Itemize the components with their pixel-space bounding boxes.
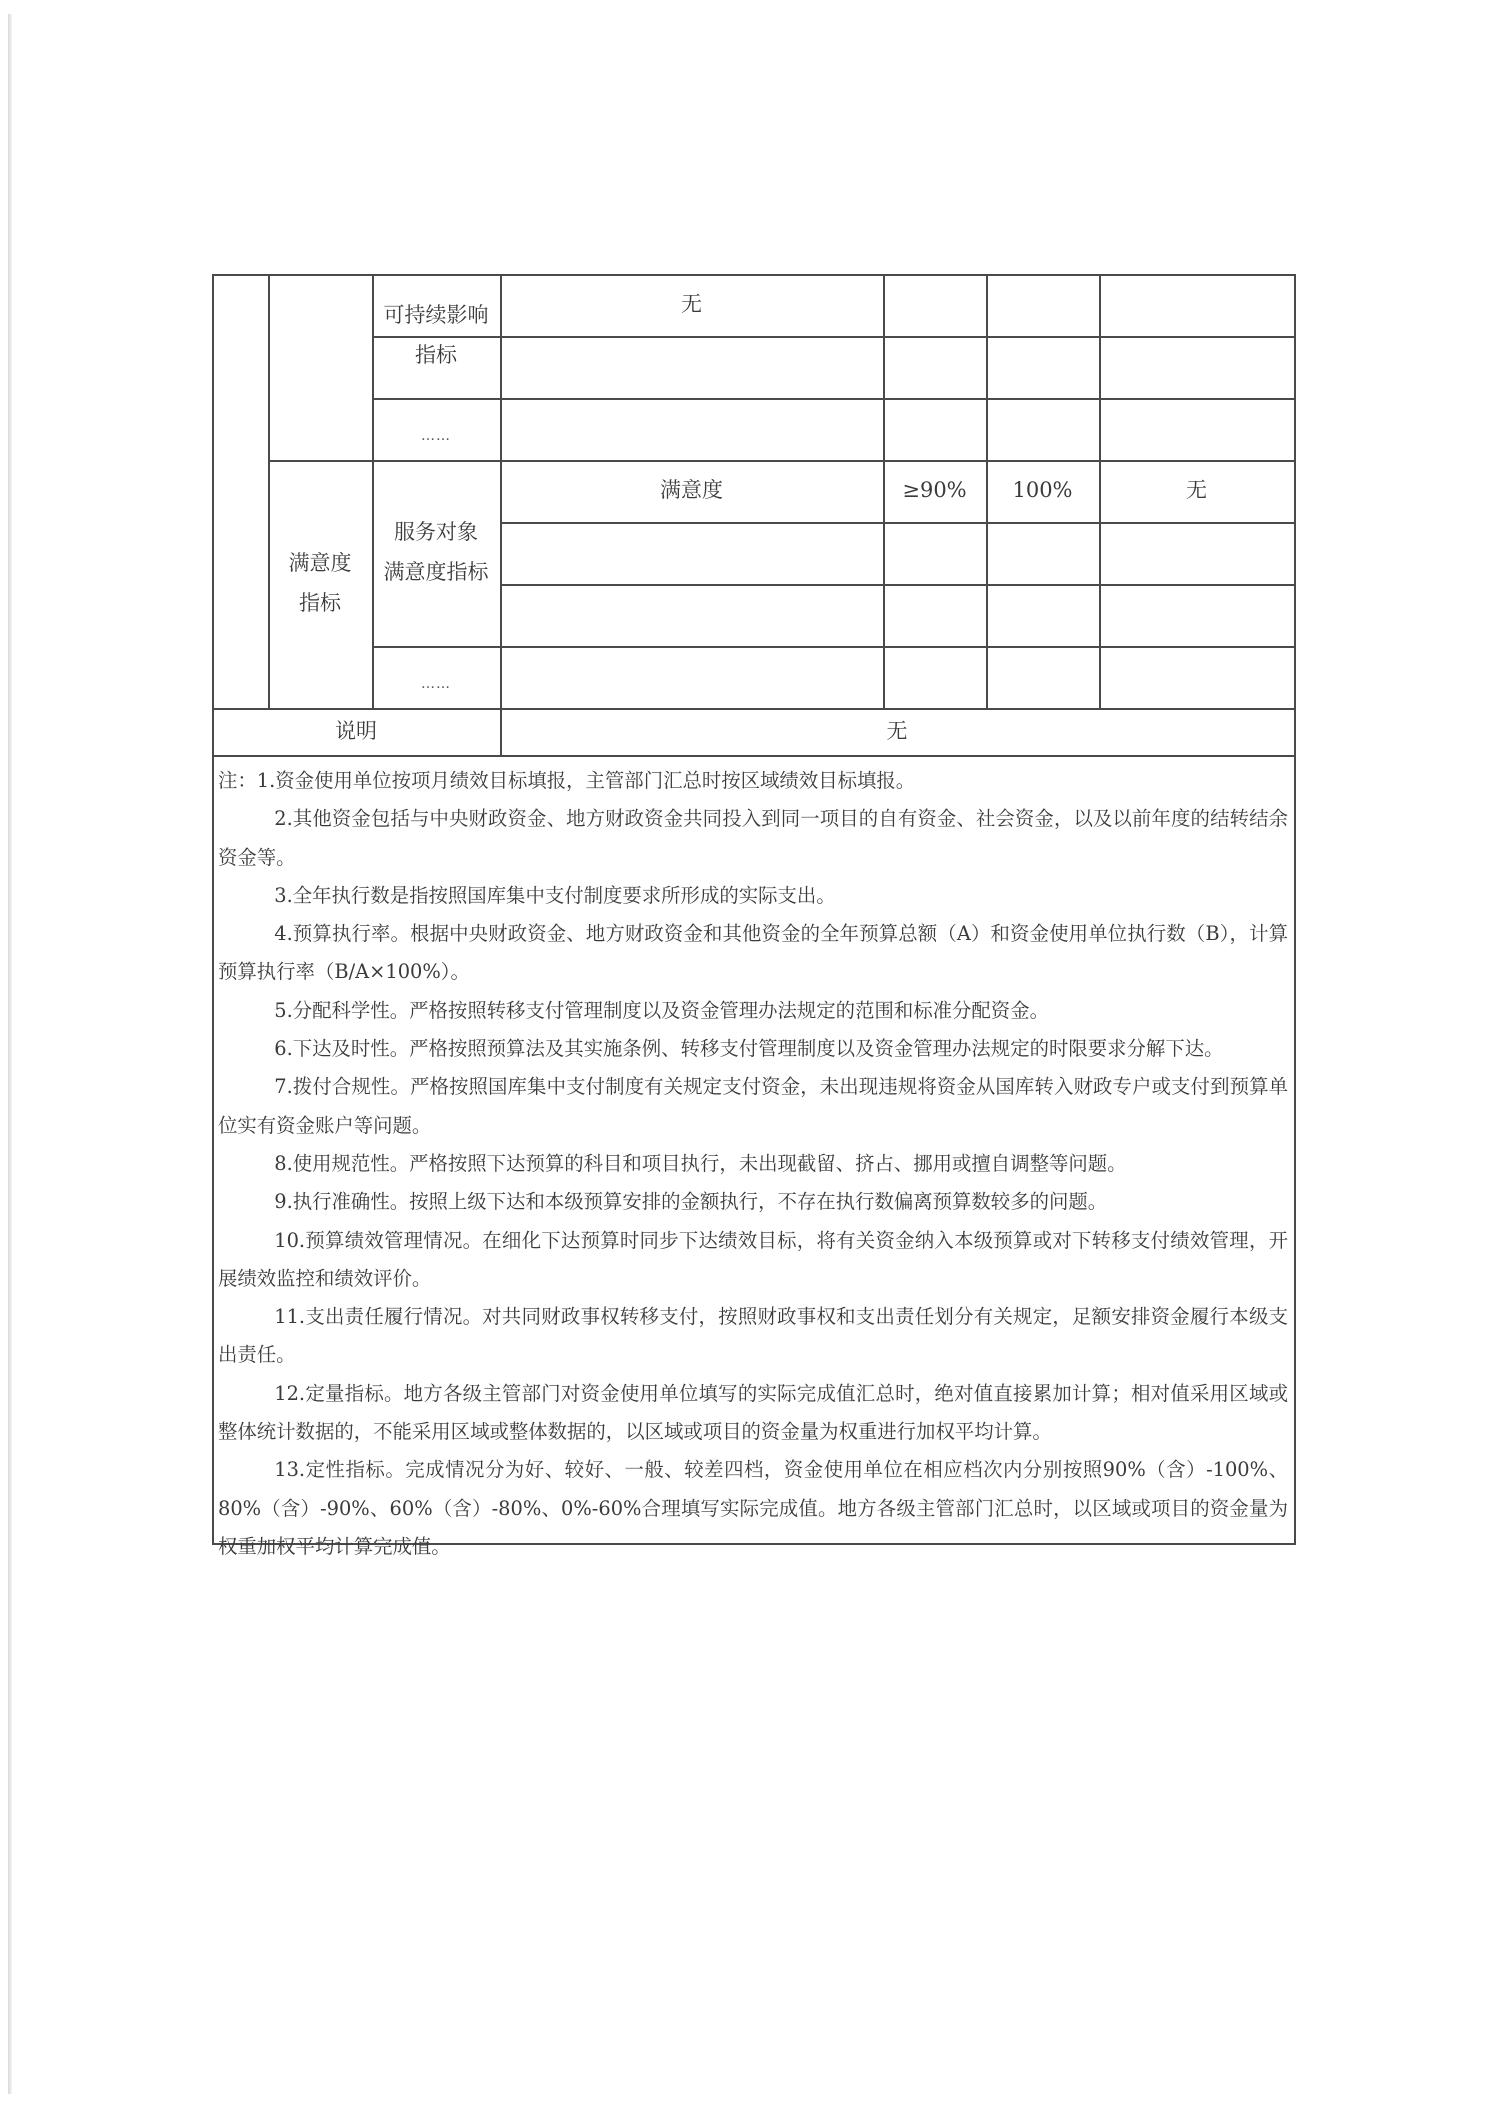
row-divider bbox=[372, 398, 1296, 400]
more-indicators-ellipsis: …… bbox=[421, 427, 451, 444]
note-item: 10.预算绩效管理情况。在细化下达预算时同步下达绩效目标，将有关资金纳入本级预算或对下转移支付绩效管理，开展绩效监控和绩效评价。 bbox=[218, 1228, 1288, 1290]
note-item: 7.拨付合规性。严格按照国库集中支付制度有关规定支付资金，未出现违规将资金从国库转入财政专户或支付到预算单位实有资金账户等问题。 bbox=[218, 1075, 1288, 1137]
explanation-value: 无 bbox=[886, 718, 908, 743]
label-line: 指标 bbox=[299, 591, 341, 615]
indicator-cell bbox=[500, 584, 883, 646]
actual-cell bbox=[986, 274, 1099, 336]
deviation-cell bbox=[1099, 336, 1294, 398]
scan-edge-shadow bbox=[8, 14, 12, 2094]
note-item: 11.支出责任履行情况。对共同财政事权转移支付，按照财政事权和支出责任划分有关规定，足额安排资金履行本级支出责任。 bbox=[218, 1305, 1288, 1367]
satisfaction-category-label bbox=[268, 460, 372, 708]
row-divider bbox=[372, 646, 1296, 648]
actual-cell: 100% bbox=[1012, 478, 1073, 503]
explanation-label: 说明 bbox=[335, 718, 377, 743]
note-item: 9.执行准确性。按照上级下达和本级预算安排的金额执行，不存在执行数偏离预算数较多的问题。 bbox=[274, 1190, 1108, 1214]
note-item: 12.定量指标。地方各级主管部门对资金使用单位填写的实际完成值汇总时，绝对值直接累加计算；相对值采用区域或整体统计数据的，不能采用区域或整体数据的，以区域或项目的资金量为权重进行加权平均计算。 bbox=[218, 1381, 1288, 1444]
target-cell: ≥90% bbox=[902, 478, 967, 503]
actual-cell bbox=[986, 584, 1099, 646]
label-line: 可持续影响 bbox=[383, 303, 489, 328]
sustainability-indicator-label bbox=[372, 274, 500, 398]
target-cell bbox=[883, 336, 986, 398]
note-item: 6.下达及时性。严格按照预算法及其实施条例、转移支付管理制度以及资金管理办法规定的时限要求分解下达。 bbox=[274, 1037, 1224, 1061]
table-border-right bbox=[1294, 274, 1296, 757]
indicator-cell bbox=[500, 522, 883, 584]
deviation-cell bbox=[1099, 522, 1294, 584]
note-item: 2.其他资金包括与中央财政资金、地方财政资金共同投入到同一项目的自有资金、社会资金，以及以前年度的结转结余资金等。 bbox=[218, 807, 1288, 869]
label-line: 满意度指标 bbox=[383, 560, 489, 584]
label-line: 满意度 bbox=[288, 551, 352, 576]
note-item: 5.分配科学性。严格按照转移支付管理制度以及资金管理办法规定的范围和标准分配资金。 bbox=[274, 998, 1049, 1022]
indicator-cell bbox=[500, 336, 883, 398]
indicator-cell: 无 bbox=[681, 292, 702, 317]
note-item: 13.定性指标。完成情况分为好、较好、一般、较差四档，资金使用单位在相应档次内分别按照90%（含）-100%、80%（含）-90%、60%（含）-80%、0%-60%合理填写实际完成值。地方各级主管部门汇总时，以区域或项目的资金量为权重加权平均计算完成值。 bbox=[218, 1458, 1288, 1558]
note-item: 3.全年执行数是指按照国库集中支付制度要求所形成的实际支出。 bbox=[274, 883, 836, 907]
note-item: 8.使用规范性。严格按照下达预算的科目和项目执行，未出现截留、挤占、挪用或擅自调整等问题。 bbox=[274, 1151, 1127, 1175]
label-line: 服务对象 bbox=[394, 520, 478, 545]
target-cell bbox=[883, 274, 986, 336]
more-indicators-ellipsis: …… bbox=[421, 675, 451, 692]
notes-section bbox=[212, 756, 1296, 1558]
service-satisfaction-label bbox=[372, 460, 500, 646]
deviation-cell bbox=[1099, 274, 1294, 336]
note-item: 注：1.资金使用单位按项月绩效目标填报，主管部门汇总时按区域绩效目标填报。 bbox=[218, 769, 916, 792]
table-border-left bbox=[212, 274, 214, 757]
target-cell bbox=[883, 522, 986, 584]
deviation-cell bbox=[1099, 584, 1294, 646]
label-line: 指标 bbox=[415, 343, 457, 367]
actual-cell bbox=[986, 336, 1099, 398]
actual-cell bbox=[986, 522, 1099, 584]
deviation-cell: 无 bbox=[1186, 478, 1207, 503]
indicator-cell: 满意度 bbox=[660, 478, 723, 503]
note-item: 4.预算执行率。根据中央财政资金、地方财政资金和其他资金的全年预算总额（A）和资金使用单位执行数（B），计算预算执行率（B/A×100%）。 bbox=[218, 922, 1288, 984]
target-cell bbox=[883, 584, 986, 646]
